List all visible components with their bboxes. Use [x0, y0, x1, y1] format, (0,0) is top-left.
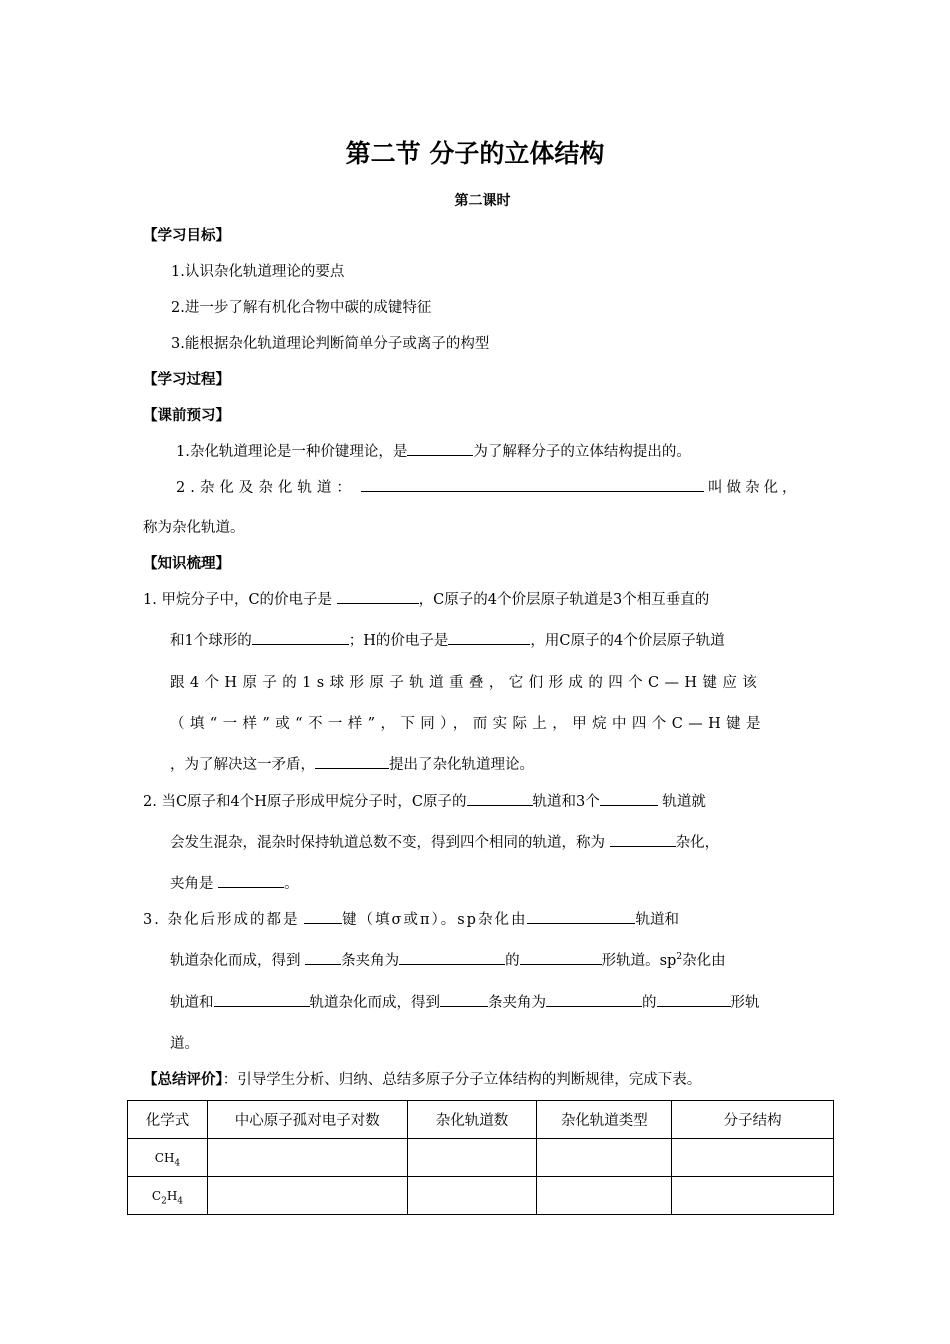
answer-blank[interactable]: [546, 992, 642, 1007]
goal-item-1: 1.认识杂化轨道理论的要点: [171, 264, 345, 280]
preview-question-2-end: 叫做杂化，: [708, 480, 801, 496]
answer-blank[interactable]: [305, 950, 341, 965]
table-cell[interactable]: [407, 1139, 537, 1177]
answer-blank[interactable]: [214, 992, 310, 1007]
answer-blank[interactable]: [657, 992, 731, 1007]
answer-blank[interactable]: [407, 441, 473, 456]
table-header: 化学式: [128, 1101, 208, 1139]
table-header: 分子结构: [672, 1101, 834, 1139]
process-heading: 【学习过程】: [143, 372, 230, 388]
answer-blank[interactable]: [361, 477, 704, 492]
answer-blank[interactable]: [399, 950, 505, 965]
answer-blank[interactable]: [527, 909, 635, 924]
knowledge-p1-line5: ，为了解决这一矛盾， 提出了杂化轨道理论。: [170, 753, 534, 774]
answer-blank[interactable]: [610, 832, 676, 847]
preview-question-2-cont: 称为杂化轨道。: [143, 520, 245, 536]
summary-line: [143, 1068, 701, 1089]
knowledge-p2-line1: 2. 当C原子和4个H原子形成甲烷分子时，C原子的 轨道和3个 轨道就: [143, 790, 706, 811]
goal-item-3: 3.能根据杂化轨道理论判断简单分子或离子的构型: [171, 336, 490, 352]
answer-blank[interactable]: [304, 909, 342, 924]
knowledge-p1-line4: （填“一样”或“不一样”，下同），而实际上，甲烷中四个C—H键是: [170, 716, 766, 732]
knowledge-p2-line3: 夹角是 。: [170, 872, 299, 893]
knowledge-p3-line2: 轨道杂化而成，得到 条夹角为 的 形轨道。$sp^2$杂化由: [170, 949, 726, 970]
answer-blank[interactable]: [315, 754, 389, 769]
summary-table: [127, 1100, 834, 1215]
answer-blank[interactable]: [218, 873, 284, 888]
table-header: 中心原子孤对电子对数: [207, 1101, 407, 1139]
knowledge-p2-line2: 会发生混杂，混杂时保持轨道总数不变，得到四个相同的轨道，称为 杂化，: [170, 831, 719, 852]
table-header: 杂化轨道类型: [537, 1101, 672, 1139]
table-cell[interactable]: [207, 1139, 407, 1177]
table-cell[interactable]: [672, 1139, 834, 1177]
goal-item-2: 2.进一步了解有机化合物中碳的成键特征: [171, 300, 432, 316]
table-cell[interactable]: [537, 1139, 672, 1177]
knowledge-p1-line3: 跟4个H原子的1s球形原子轨道重叠，它们形成的四个C—H键应该: [170, 675, 763, 691]
formula-cell: $C_2H_4$: [128, 1177, 208, 1215]
table-cell[interactable]: [207, 1177, 407, 1215]
preview-question-2: 2.杂化及杂化轨道：: [176, 480, 356, 496]
preview-heading: 【课前预习】: [143, 408, 230, 424]
knowledge-heading: 【知识梳理】: [143, 556, 230, 572]
answer-blank[interactable]: [252, 630, 349, 645]
answer-blank[interactable]: [448, 630, 530, 645]
table-cell[interactable]: [672, 1177, 834, 1215]
answer-blank[interactable]: [467, 791, 533, 806]
table-header: 杂化轨道数: [407, 1101, 537, 1139]
answer-blank[interactable]: [440, 992, 488, 1007]
table-header-row: [128, 1101, 834, 1139]
goals-heading: 【学习目标】: [143, 228, 230, 244]
knowledge-p3-line1: 3. 杂化后形成的都是 键（填σ或π）。sp杂化由 轨道和: [143, 908, 679, 929]
table-cell[interactable]: [407, 1177, 537, 1215]
preview-question-1: 1.杂化轨道理论是一种价键理论，是 为了解释分子的立体结构提出的。: [176, 440, 691, 461]
answer-blank[interactable]: [520, 950, 602, 965]
knowledge-p3-line3: 轨道和 轨道杂化而成，得到 条夹角为 的 形轨: [170, 991, 760, 1012]
lesson-subtitle: 第二课时: [454, 193, 511, 209]
table-cell[interactable]: [537, 1177, 672, 1215]
answer-blank[interactable]: [600, 791, 658, 806]
knowledge-p1-line2: 和1个球形的 ；H的价电子是 ，用C原子的4个价层原子轨道: [170, 629, 725, 650]
table-row: [128, 1139, 834, 1177]
knowledge-p3-line4: 道。: [170, 1036, 199, 1052]
page-title: 第二节 分子的立体结构: [345, 139, 605, 168]
knowledge-p1-line1: 1. 甲烷分子中，C的价电子是 ，C原子的4个价层原子轨道是3个相互垂直的: [143, 588, 709, 609]
answer-blank[interactable]: [337, 589, 419, 604]
summary-heading: 【总结评价】: [143, 1072, 223, 1088]
summary-text: ：引导学生分析、归纳、总结多原子分子立体结构的判断规律，完成下表。: [222, 1072, 702, 1088]
table-row: [128, 1177, 834, 1215]
formula-cell: $CH_4$: [128, 1139, 208, 1177]
